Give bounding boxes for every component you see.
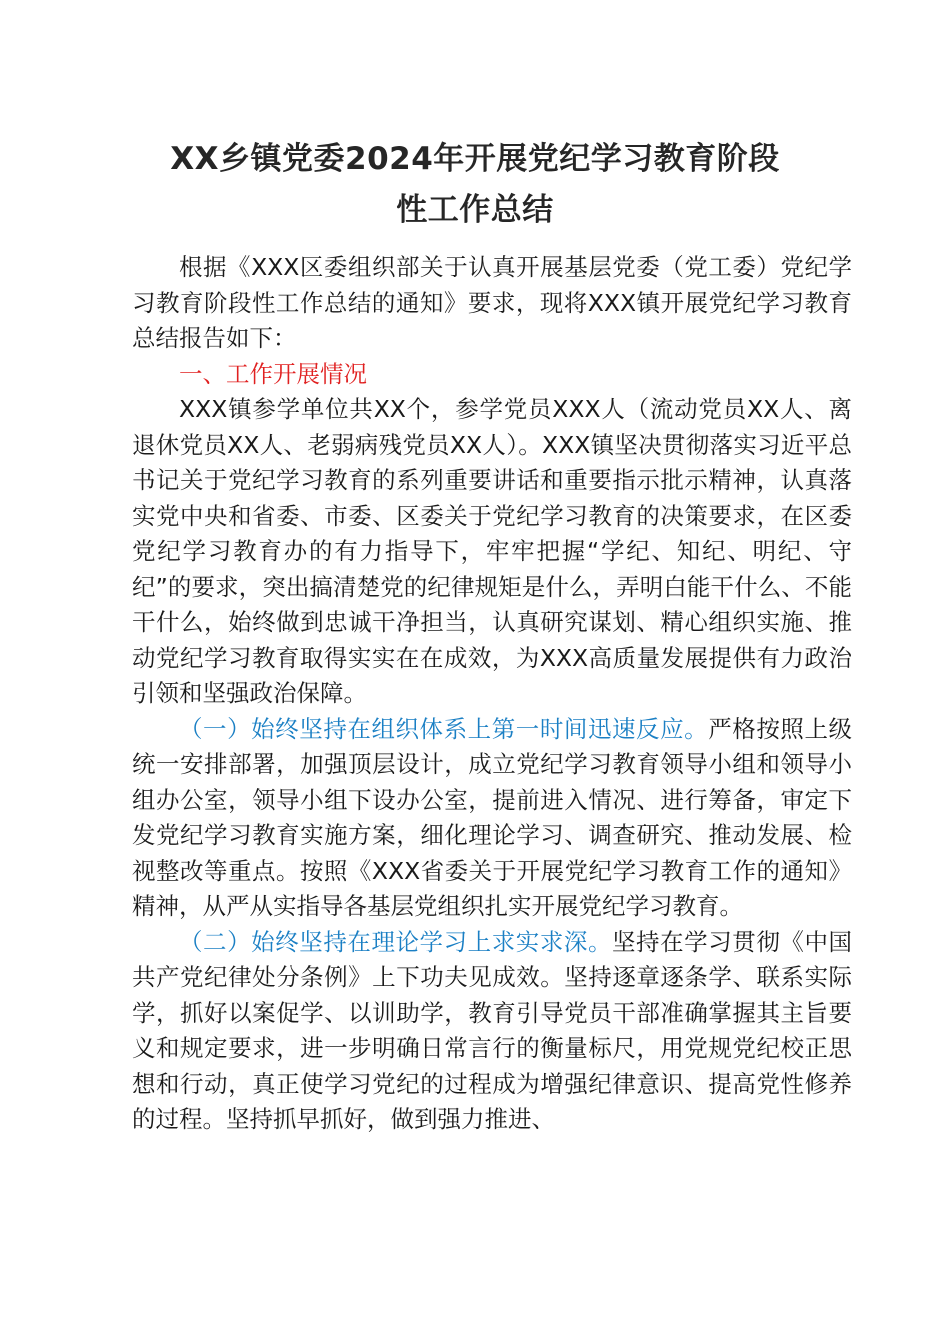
intro-paragraph: 根据《XXX区委组织部关于认真开展基层党委（党工委）党纪学习教育阶段性工作总结的通知》要求，现将XXX镇开展党纪学习教育总结报告如下： (132, 253, 852, 352)
subsection-paragraph-2 (132, 925, 852, 1138)
subsection-paragraph-1 (132, 712, 852, 925)
title-line-1: XX乡镇党委2024年开展党纪学习教育阶段 (170, 141, 780, 177)
subsection-1-text: 严格按照上级统一安排部署，加强顶层设计，成立党纪学习教育领导小组和领导小组办公室，领导小组下设办公室，提前进入情况、进行筹备，审定下发党纪学习教育实施方案，细化理论学习、调查研究、推动发展、检视整改等重点。按照《XXX省委关于开展党纪学习教育工作的通知》精神，从严从实指导各基层党组织扎实开展党纪学习教育。 (132, 714, 853, 920)
subsection-2-text: 坚持在学习贯彻《中国共产党纪律处分条例》上下功夫见成效。坚持逐章逐条学、联系实际学，抓好以案促学、以训助学，教育引导党员干部准确掌握其主旨要义和规定要求，进一步明确日常言行的衡量标尺，用党规党纪校正思想和行动，真正使学习党纪的过程成为增强纪律意识、提高党性修养的过程。坚持抓早抓好，做到强力推进、 (132, 927, 852, 1133)
document-body (132, 250, 852, 1138)
subsection-1-lead: （一）始终坚持在组织体系上第一时间迅速反应。 (179, 714, 709, 743)
section-heading-work-status: 一、工作开展情况 (179, 359, 367, 388)
title-line-2: 性工作总结 (396, 192, 554, 228)
section-paragraph-overview: XXX镇参学单位共XX个，参学党员XXX人（流动党员XX人、离退休党员XX人、老弱病残党员XX人）。XXX镇坚决贯彻落实习近平总书记关于党纪学习教育的系列重要讲话和重要指示批示精神，认真落实党中央和省委、市委、区委关于党纪学习教育的决策要求，在区委党纪学习教育办的有力指导下，牢牢把握“学纪、知纪、明纪、守纪”的要求，突出搞清楚党的纪律规矩是什么，弄明白能干什么、不能干什么，始终做到忠诚干净担当，认真研究谋划、精心组织实施、推动党纪学习教育取得实实在在成效，为XXX高质量发展提供有力政治引领和坚强政治保障。 (132, 395, 852, 707)
subsection-2-lead: （二）始终坚持在理论学习上求实求深。 (179, 927, 612, 956)
document-title (120, 134, 830, 236)
